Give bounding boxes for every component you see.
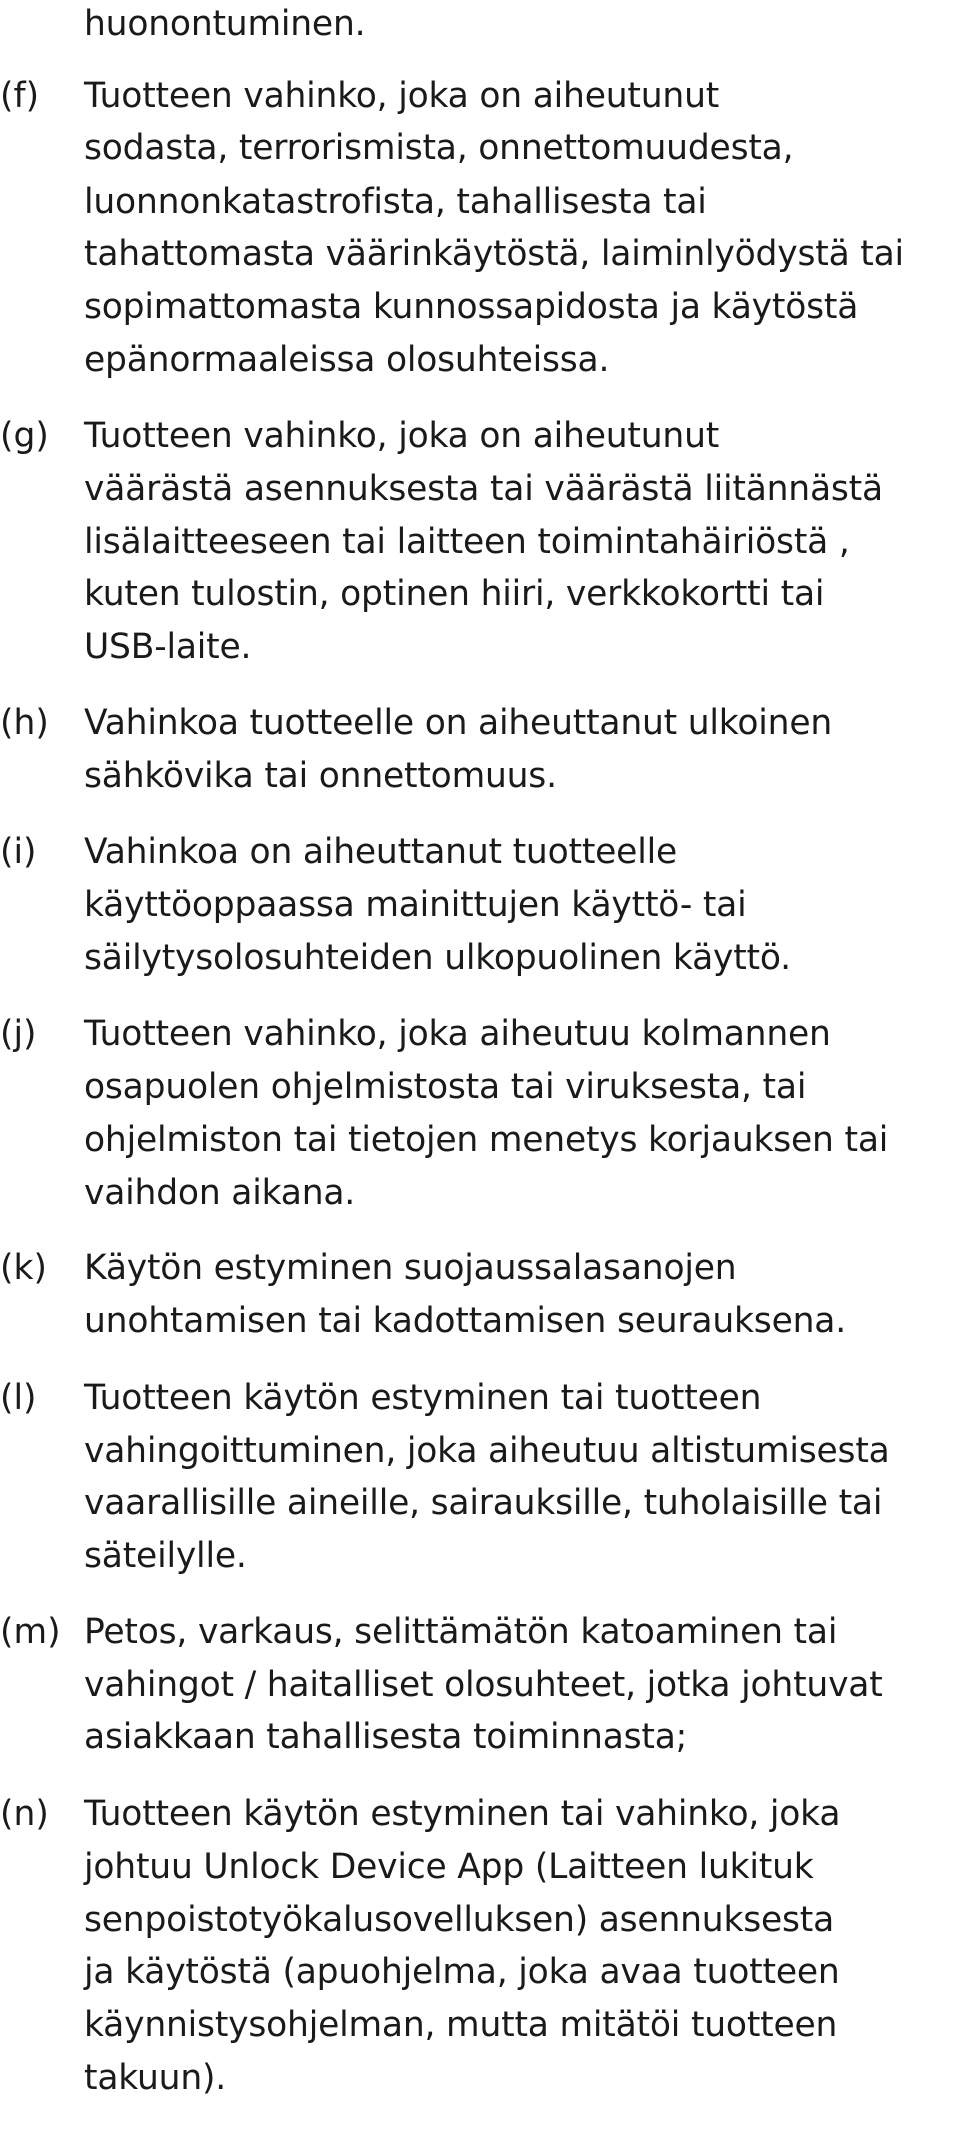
item-m-line: Petos, varkaus, selittämätön katoaminen tai bbox=[84, 1612, 838, 1652]
item-m-line: vahingot / haitalliset olosuhteet, jotka johtuvat bbox=[84, 1665, 883, 1705]
item-l-line: säteilylle. bbox=[84, 1536, 247, 1576]
item-j-line: Tuotteen vahinko, joka aiheutuu kolmannen bbox=[84, 1014, 831, 1054]
item-n-line: Tuotteen käytön estyminen tai vahinko, joka bbox=[84, 1794, 841, 1834]
item-f-line: Tuotteen vahinko, joka on aiheutunut bbox=[84, 76, 720, 116]
item-j-line: vaihdon aikana. bbox=[84, 1173, 356, 1213]
item-marker-i: (i) bbox=[0, 832, 37, 872]
item-n-line: takuun). bbox=[84, 2058, 227, 2098]
item-k-line: unohtamisen tai kadottamisen seurauksena. bbox=[84, 1301, 846, 1341]
item-f-line: sodasta, terrorismista, onnettomuudesta, bbox=[84, 128, 794, 168]
item-g-line: Tuotteen vahinko, joka on aiheutunut bbox=[84, 416, 720, 456]
item-f-line: luonnonkatastrofista, tahallisesta tai bbox=[84, 182, 707, 222]
item-f-line: sopimattomasta kunnossapidosta ja käytöstä bbox=[84, 287, 859, 327]
item-f-line: tahattomasta väärinkäytöstä, laiminlyödystä tai bbox=[84, 234, 904, 274]
item-marker-h: (h) bbox=[0, 703, 49, 743]
item-n-line: ja käytöstä (apuohjelma, joka avaa tuotteen bbox=[84, 1952, 840, 1992]
item-marker-n: (n) bbox=[0, 1794, 49, 1834]
item-i-line: Vahinkoa on aiheuttanut tuotteelle bbox=[84, 832, 677, 872]
item-marker-j: (j) bbox=[0, 1014, 37, 1054]
item-g-line: kuten tulostin, optinen hiiri, verkkokortti tai bbox=[84, 574, 825, 614]
item-i-line: säilytysolosuhteiden ulkopuolinen käyttö. bbox=[84, 938, 791, 978]
item-j-line: osapuolen ohjelmistosta tai viruksesta, tai bbox=[84, 1067, 807, 1107]
item-marker-m: (m) bbox=[0, 1612, 61, 1652]
item-l-line: vahingoittuminen, joka aiheutuu altistumisesta bbox=[84, 1431, 890, 1471]
item-n-line: käynnistysohjelman, mutta mitätöi tuotteen bbox=[84, 2005, 838, 2045]
item-n-line: johtuu Unlock Device App (Laitteen lukituk bbox=[84, 1847, 814, 1887]
item-h-line: Vahinkoa tuotteelle on aiheuttanut ulkoinen bbox=[84, 703, 833, 743]
item-i-line: käyttöoppaassa mainittujen käyttö- tai bbox=[84, 885, 747, 925]
item-marker-g: (g) bbox=[0, 416, 49, 456]
item-g-line: USB-laite. bbox=[84, 627, 252, 667]
item-f-line: epänormaaleissa olosuhteissa. bbox=[84, 340, 610, 380]
item-l-line: Tuotteen käytön estyminen tai tuotteen bbox=[84, 1378, 762, 1418]
item-marker-f: (f) bbox=[0, 76, 40, 116]
item-g-line: väärästä asennuksesta tai väärästä liitännästä bbox=[84, 469, 883, 509]
continuation-line: huonontuminen. bbox=[84, 4, 366, 44]
item-l-line: vaarallisille aineille, sairauksille, tuholaisille tai bbox=[84, 1483, 883, 1523]
item-marker-l: (l) bbox=[0, 1378, 37, 1418]
item-h-line: sähkövika tai onnettomuus. bbox=[84, 756, 557, 796]
item-m-line: asiakkaan tahallisesta toiminnasta; bbox=[84, 1717, 688, 1757]
item-k-line: Käytön estyminen suojaussalasanojen bbox=[84, 1248, 737, 1288]
item-g-line: lisälaitteeseen tai laitteen toimintahäiriöstä , bbox=[84, 522, 850, 562]
item-marker-k: (k) bbox=[0, 1248, 47, 1288]
item-n-line: senpoistotyökalusovelluksen) asennuksesta bbox=[84, 1900, 835, 1940]
item-j-line: ohjelmiston tai tietojen menetys korjauksen tai bbox=[84, 1120, 889, 1160]
